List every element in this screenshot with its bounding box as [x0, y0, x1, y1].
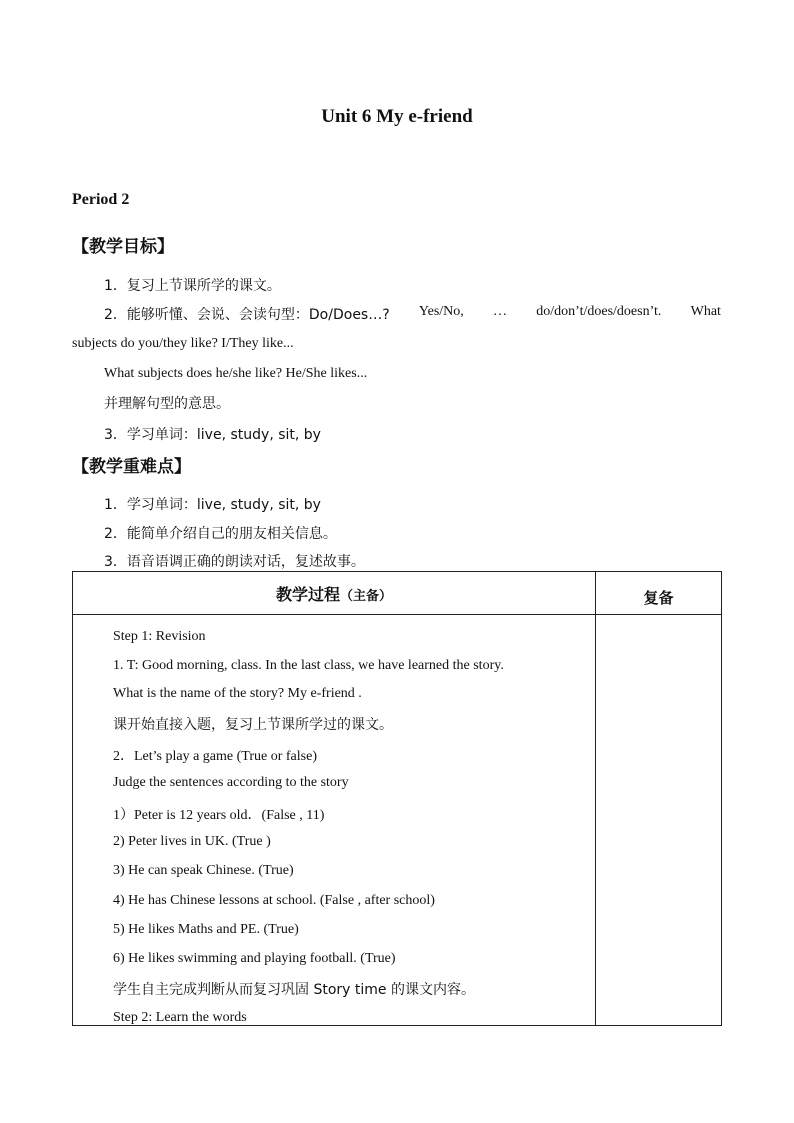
objective-item-2-part: What — [690, 304, 721, 319]
process-line: What is the name of the story? My e-friend . — [113, 686, 362, 701]
objective-item-2-continued: subjects do you/they like? I/They like... — [72, 336, 294, 351]
process-line: Step 2: Learn the words — [113, 1010, 247, 1025]
process-line: 6) He likes swimming and playing football. (True) — [113, 951, 396, 966]
process-line: 1）Peter is 12 years old．(False , 11) — [113, 808, 325, 823]
process-line: 5) He likes Maths and PE. (True) — [113, 922, 299, 937]
objective-item-1: 1．复习上节课所学的课文。 — [104, 278, 281, 294]
process-line: 4) He has Chinese lessons at school. (False , after school) — [113, 893, 435, 908]
process-line: 1. T: Good morning, class. In the last class, we have learned the story. — [113, 658, 504, 673]
process-line: 课开始直接入题，复习上节课所学过的课文。 — [113, 717, 393, 733]
process-line: Judge the sentences according to the story — [113, 775, 349, 790]
difficulties-heading: 【教学重难点】 — [72, 457, 191, 477]
table-header-main-label: 教学过程 — [275, 584, 340, 604]
process-line: 2) Peter lives in UK. (True ) — [113, 834, 271, 849]
objective-item-2 — [104, 304, 721, 324]
table-header-main — [73, 572, 596, 615]
process-line: 3) He can speak Chinese. (True) — [113, 863, 294, 878]
objective-item-2-part: 2．能够听懂、会说、会读句型：Do/Does…? — [104, 307, 390, 323]
process-line: 2．Let’s play a game (True or false) — [113, 749, 317, 764]
review-notes-cell — [596, 615, 722, 1026]
process-line: Step 1: Revision — [113, 629, 206, 644]
objective-item-2-part: do/don’t/does/doesn’t. — [536, 304, 662, 319]
difficulty-item-1: 1．学习单词：live, study, sit, by — [104, 497, 321, 513]
table-header-side: 复备 — [596, 572, 722, 615]
difficulty-item-2: 2．能简单介绍自己的朋友相关信息。 — [104, 526, 337, 542]
table-header-main-note: （主备） — [340, 588, 393, 604]
objective-item-2-line-4: 并理解句型的意思。 — [104, 396, 230, 412]
objective-item-2-part: … — [493, 304, 508, 319]
page-title: Unit 6 My e-friend — [321, 106, 473, 127]
period-label: Period 2 — [72, 191, 130, 208]
teaching-process-table — [72, 571, 722, 1026]
process-content-cell — [73, 615, 596, 1026]
process-line: 学生自主完成判断从而复习巩固 Story time 的课文内容。 — [113, 982, 475, 998]
objective-item-2-part: Yes/No, — [418, 304, 464, 319]
objective-item-3: 3．学习单词：live, study, sit, by — [104, 427, 321, 443]
objective-item-2-line-3: What subjects does he/she like? He/She likes... — [104, 366, 368, 381]
objectives-heading: 【教学目标】 — [72, 237, 174, 257]
difficulty-item-3: 3．语音语调正确的朗读对话，复述故事。 — [104, 554, 365, 570]
